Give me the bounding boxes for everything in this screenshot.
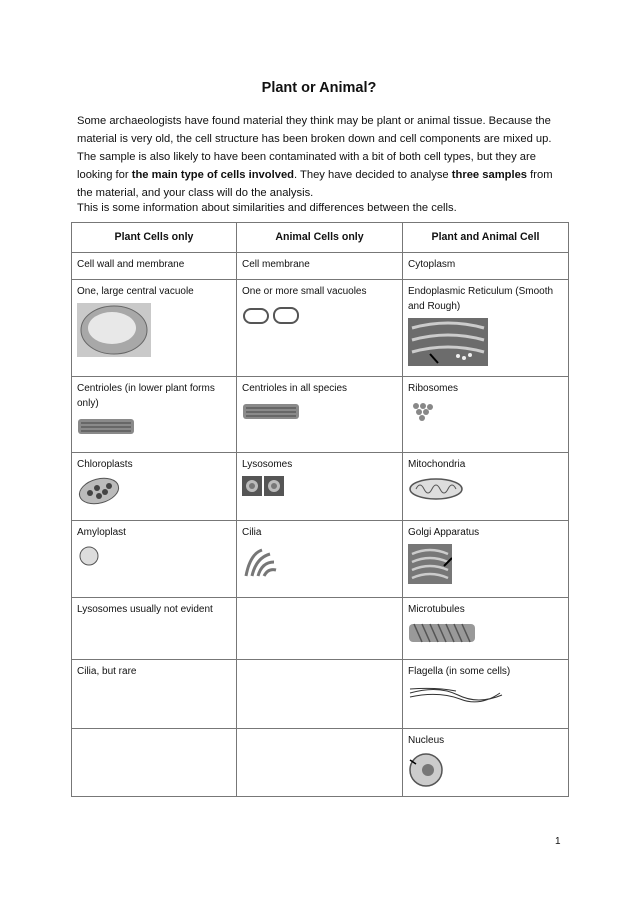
centriole-image: [77, 415, 135, 437]
cilia-animal: Cilia: [237, 521, 403, 598]
ribosomes-image: [408, 400, 438, 422]
microtubules: Microtubules: [403, 598, 569, 660]
mitochondria-image: [408, 476, 464, 502]
centriole-image-2: [242, 400, 300, 422]
ribosomes: Ribosomes: [403, 377, 569, 453]
endoplasmic-reticulum: Endoplasmic Reticulum (Smooth and Rough): [403, 280, 569, 377]
nucleus: Nucleus: [403, 729, 569, 797]
amyloplast: Amyloplast: [72, 521, 237, 598]
golgi-apparatus: Golgi Apparatus: [403, 521, 569, 598]
cell-membrane: Cell membrane: [237, 253, 403, 280]
amyloplast-image: [77, 544, 101, 568]
golgi-image: [408, 544, 452, 584]
cilia-plant: Cilia, but rare: [72, 660, 237, 729]
header-both: Plant and Animal Cell: [403, 223, 569, 253]
lysosomes: Lysosomes: [237, 453, 403, 521]
header-plant: Plant Cells only: [72, 223, 237, 253]
cell-comparison-table: [71, 222, 569, 797]
intro-paragraph: Some archaeologists have found material they think may be plant or animal tissue. Because the material is very old, the cell structure has been broken down and cell components are mixed up. The sample is also likely to have been contaminated with a bit of both cell types, but they are looking for the main type of cells involved. They have decided to analyse three samples from the material, and your class will do the analysis.: [77, 115, 553, 199]
cytoplasm: Cytoplasm: [403, 253, 569, 280]
lysosomes-plant: Lysosomes usually not evident: [72, 598, 237, 660]
central-vacuole: One, large central vacuole: [72, 280, 237, 377]
cell-wall: Cell wall and membrane: [72, 253, 237, 280]
microtubules-image: [408, 621, 476, 645]
vacuole-image: [77, 303, 151, 357]
page-number: 1: [555, 836, 561, 847]
er-image: [408, 318, 488, 366]
flagella: Flagella (in some cells): [403, 660, 569, 729]
flagella-image: [408, 683, 504, 707]
cilia-image: [242, 544, 278, 580]
nucleus-image: [408, 752, 444, 788]
empty-cell-2: [237, 660, 403, 729]
info-text: This is some information about similarities and differences between the cells.: [77, 202, 457, 214]
small-vacuoles-image: [242, 303, 302, 329]
empty-cell-4: [237, 729, 403, 797]
chloroplasts: Chloroplasts: [72, 453, 237, 521]
page-title: Plant or Animal?: [261, 80, 377, 96]
chloroplast-image: [77, 476, 121, 506]
empty-cell-1: [237, 598, 403, 660]
mitochondria: Mitochondria: [403, 453, 569, 521]
small-vacuoles: One or more small vacuoles: [237, 280, 403, 377]
centrioles-plant: Centrioles (in lower plant forms only): [72, 377, 237, 453]
empty-cell-3: [72, 729, 237, 797]
centrioles-animal: Centrioles in all species: [237, 377, 403, 453]
lysosomes-image: [242, 476, 286, 496]
header-animal: Animal Cells only: [237, 223, 403, 253]
